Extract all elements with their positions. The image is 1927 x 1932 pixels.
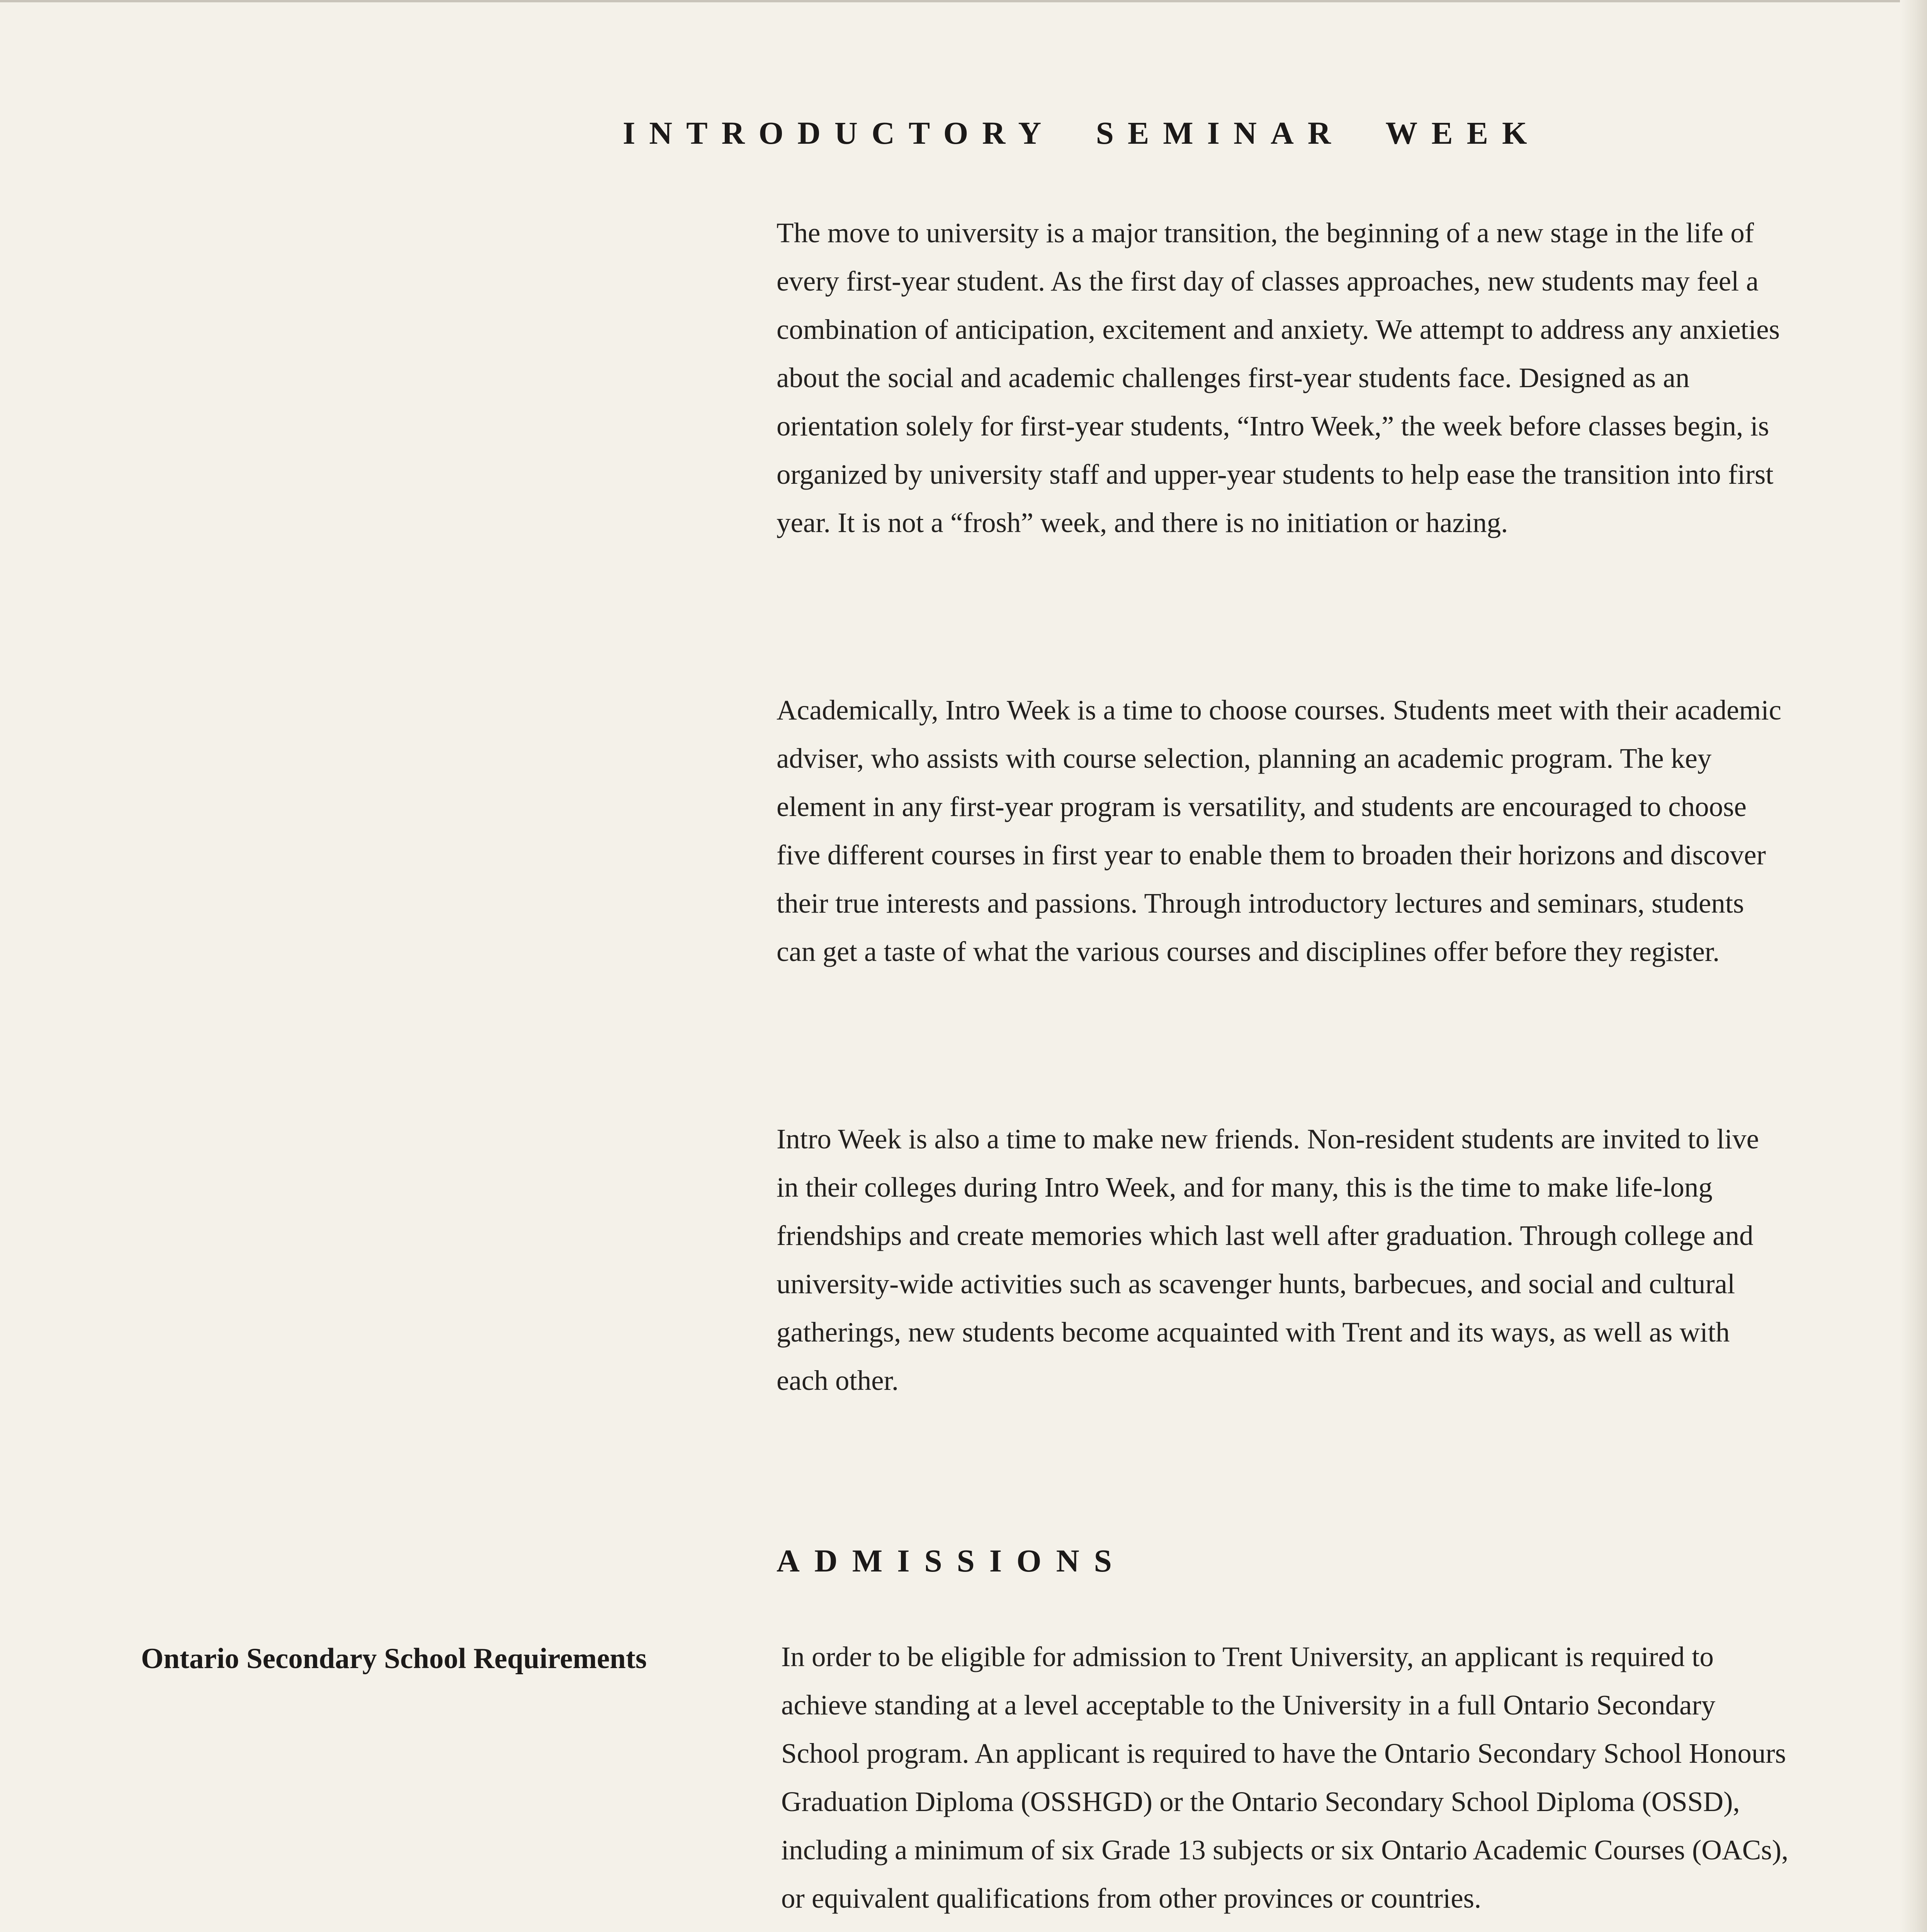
admissions-paragraph-1: In order to be eligible for admission to Trent University, an applicant is required to achieve standing at a level acceptable to the University in a full Ontario Secondary School program. An applicant is required to have the Ontario Secondary School Honours Graduation Diploma (OSSHGD) or the Ontario Secondary School Diploma (OSSD), including a minimum of six Grade 13 subjects or six Ontario Academic Courses (OACs), or equivalent qualifications from other provinces or countries. [781, 1641, 1789, 1914]
seminar-paragraph-3: Intro Week is also a time to make new friends. Non-resident students are invited to live in their colleges during Intro Week, and for many, this is the time to make life-long friendships and create memories which last well after graduation. Through college and university-wide activities such as scavenger hunts, barbecues, and social and cultural gatherings, new students become acquainted with Trent and its ways, as well as with each other. [777, 1123, 1759, 1396]
seminar-paragraph-2: Academically, Intro Week is a time to choose courses. Students meet with their academic adviser, who assists with course selection, planning an academic program. The key element in any first-year program is versatility, and students are encouraged to choose five different courses in first year to enable them to broaden their horizons and discover their true interests and passions. Through introductory lectures and seminars, students can get a taste of what the various courses and disciplines offer before they register. [777, 694, 1782, 967]
page-right-edge [1900, 0, 1927, 1932]
side-label-ontario-requirements: Ontario Secondary School Requirements [141, 1643, 647, 1675]
seminar-paragraph-1: The move to university is a major transition, the beginning of a new stage in the life of every first-year student. As the first day of classes approaches, new students may feel a combination of anticipation, excitement and anxiety. We attempt to address any anxieties about the social and academic challenges first-year students face. Designed as an orientation solely for first-year students, “Intro Week,” the week before classes begin, is organized by university staff and upper-year students to help ease the transition into first year. It is not a “frosh” week, and there is no initiation or hazing. [777, 217, 1780, 538]
section-heading-introductory-seminar-week: introductory seminar week [623, 103, 1541, 154]
section-heading-admissions: admissions [777, 1531, 1127, 1582]
page-top-edge [0, 0, 1927, 2]
